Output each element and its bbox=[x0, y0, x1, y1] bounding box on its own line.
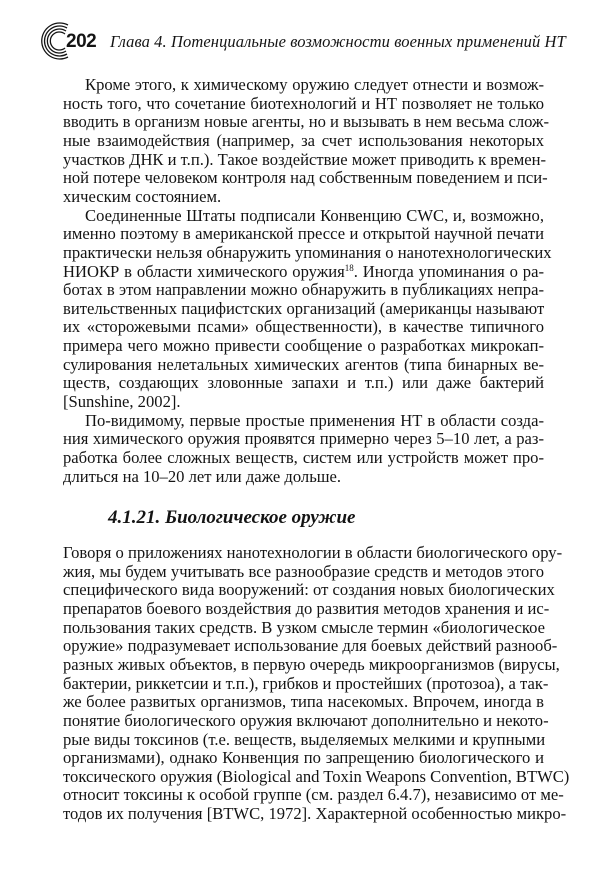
section-paragraph-line: бактерии, риккетсии и т.п.), грибков и простейших (протозоа), а так- bbox=[63, 673, 549, 693]
paragraph-2-line bbox=[63, 262, 544, 281]
paragraph-1-line: участков ДНК и т.п.). Такое воздействие может приводить к времен- bbox=[63, 149, 547, 169]
line-segment: . Иногда упоминания о ра- bbox=[353, 261, 544, 281]
paragraph-1-line: Кроме этого, к химическому оружию следует отнести и возмож- bbox=[85, 75, 544, 94]
section-paragraph-line: оружие» подразумевает использование для боевых действий разнооб- bbox=[63, 636, 558, 656]
section-paragraph-line: рые виды токсинов (т.е. веществ, выделяемых мелкими и крупными bbox=[63, 729, 546, 749]
section-paragraph-line: понятие биологического оружия включают дополнительно и некото- bbox=[63, 710, 549, 730]
paragraph-3-line: По-видимому, первые простые применения НТ в области созда- bbox=[85, 410, 544, 430]
paragraph-2-line: именно поэтому в американской прессе и открытой научной печати bbox=[63, 224, 544, 244]
paragraph-2-line: сулирования нелетальных химических агентов (типа бинарных ве- bbox=[63, 354, 544, 374]
section-paragraph-line: жия, мы будем учитывать все разнообразие средств и методов этого bbox=[63, 561, 544, 581]
paragraph-2-line: [Sunshine, 2002]. bbox=[63, 392, 181, 412]
paragraph-3-line: длиться на 10–20 лет или даже дольше. bbox=[63, 466, 342, 486]
paragraph-3-line: работка более сложных веществ, систем или устройств может про- bbox=[63, 448, 544, 467]
section-paragraph-line: относит токсины к особой группе (см. раздел 6.4.7), независимо от ме- bbox=[63, 785, 564, 805]
footnote-ref: 18 bbox=[344, 262, 354, 273]
paragraph-2-line: вительственных пацифистских организаций (американцы называют bbox=[63, 298, 545, 318]
section-paragraph-line: препаратов боевого воздействия до развития методов хранения и ис- bbox=[63, 598, 550, 618]
running-title: Глава 4. Потенциальные возможности военных применений НТ bbox=[110, 32, 566, 51]
paragraph-1-line: ные взаимодействия (например, за счет использования некоторых bbox=[63, 130, 544, 150]
paragraph-2-line: ществ, создающих зловонные запахи и т.п.) или даже бактерий bbox=[63, 373, 544, 393]
section-heading: 4.1.21. Биологическое оружие bbox=[108, 507, 356, 528]
paragraph-2-line: практически нельзя обнаружить упоминания о нанотехнологических bbox=[63, 242, 552, 262]
section-paragraph-line: организмами), однако Конвенция по запрещению биологического и bbox=[63, 748, 544, 768]
section-paragraph-line: же более развитых организмов, типа насекомых. Впрочем, иногда в bbox=[63, 692, 544, 712]
paragraph-1-line: ность того, что сочетание биотехнологий и НТ позволяет не только bbox=[63, 93, 544, 113]
section-paragraph-line: тодов их получения [BTWC, 1972]. Характерной особенностью микро- bbox=[63, 804, 567, 824]
page-number: 202 bbox=[66, 31, 97, 52]
paragraph-2-line: ботах в этом направлении можно обнаружить в публикациях непра- bbox=[63, 280, 544, 300]
line-segment: НИОКР в области химического оружия bbox=[63, 261, 345, 281]
paragraph-1-line: вводить в организм новые агенты, но и вызывать в нем весьма слож- bbox=[63, 112, 550, 132]
paragraph-1-line: хическим состоянием. bbox=[63, 186, 222, 206]
section-paragraph-line: пользования таких средств. В узком смысле термин «биологическое bbox=[63, 617, 545, 637]
section-paragraph-line: Говоря о приложениях нанотехнологии в области биологического ору- bbox=[63, 543, 563, 562]
section-paragraph-line: специфического вида вооружений: от создания новых биологических bbox=[63, 580, 555, 600]
paragraph-1-line: ной потере человеком контроля над собственным поведением и пси- bbox=[63, 168, 548, 188]
section-paragraph-line: токсического оружия (Biological and Toxin Weapons Convention, BTWC) bbox=[63, 766, 570, 786]
paragraph-2-line: Соединенные Штаты подписали Конвенцию CWC, и, возможно, bbox=[85, 205, 544, 225]
paragraph-2-line: примера чего можно привести сообщение о разработках микрокап- bbox=[63, 336, 544, 356]
paragraph-2-line: их «сторожевыми псами» общественности), в качестве типичного bbox=[63, 317, 544, 337]
section-paragraph-line: разных живых объектов, в первую очередь микроорганизмов (вирусы, bbox=[63, 654, 560, 674]
paragraph-3-line: ния химического оружия проявятся примерно через 5–10 лет, а раз- bbox=[63, 429, 544, 449]
